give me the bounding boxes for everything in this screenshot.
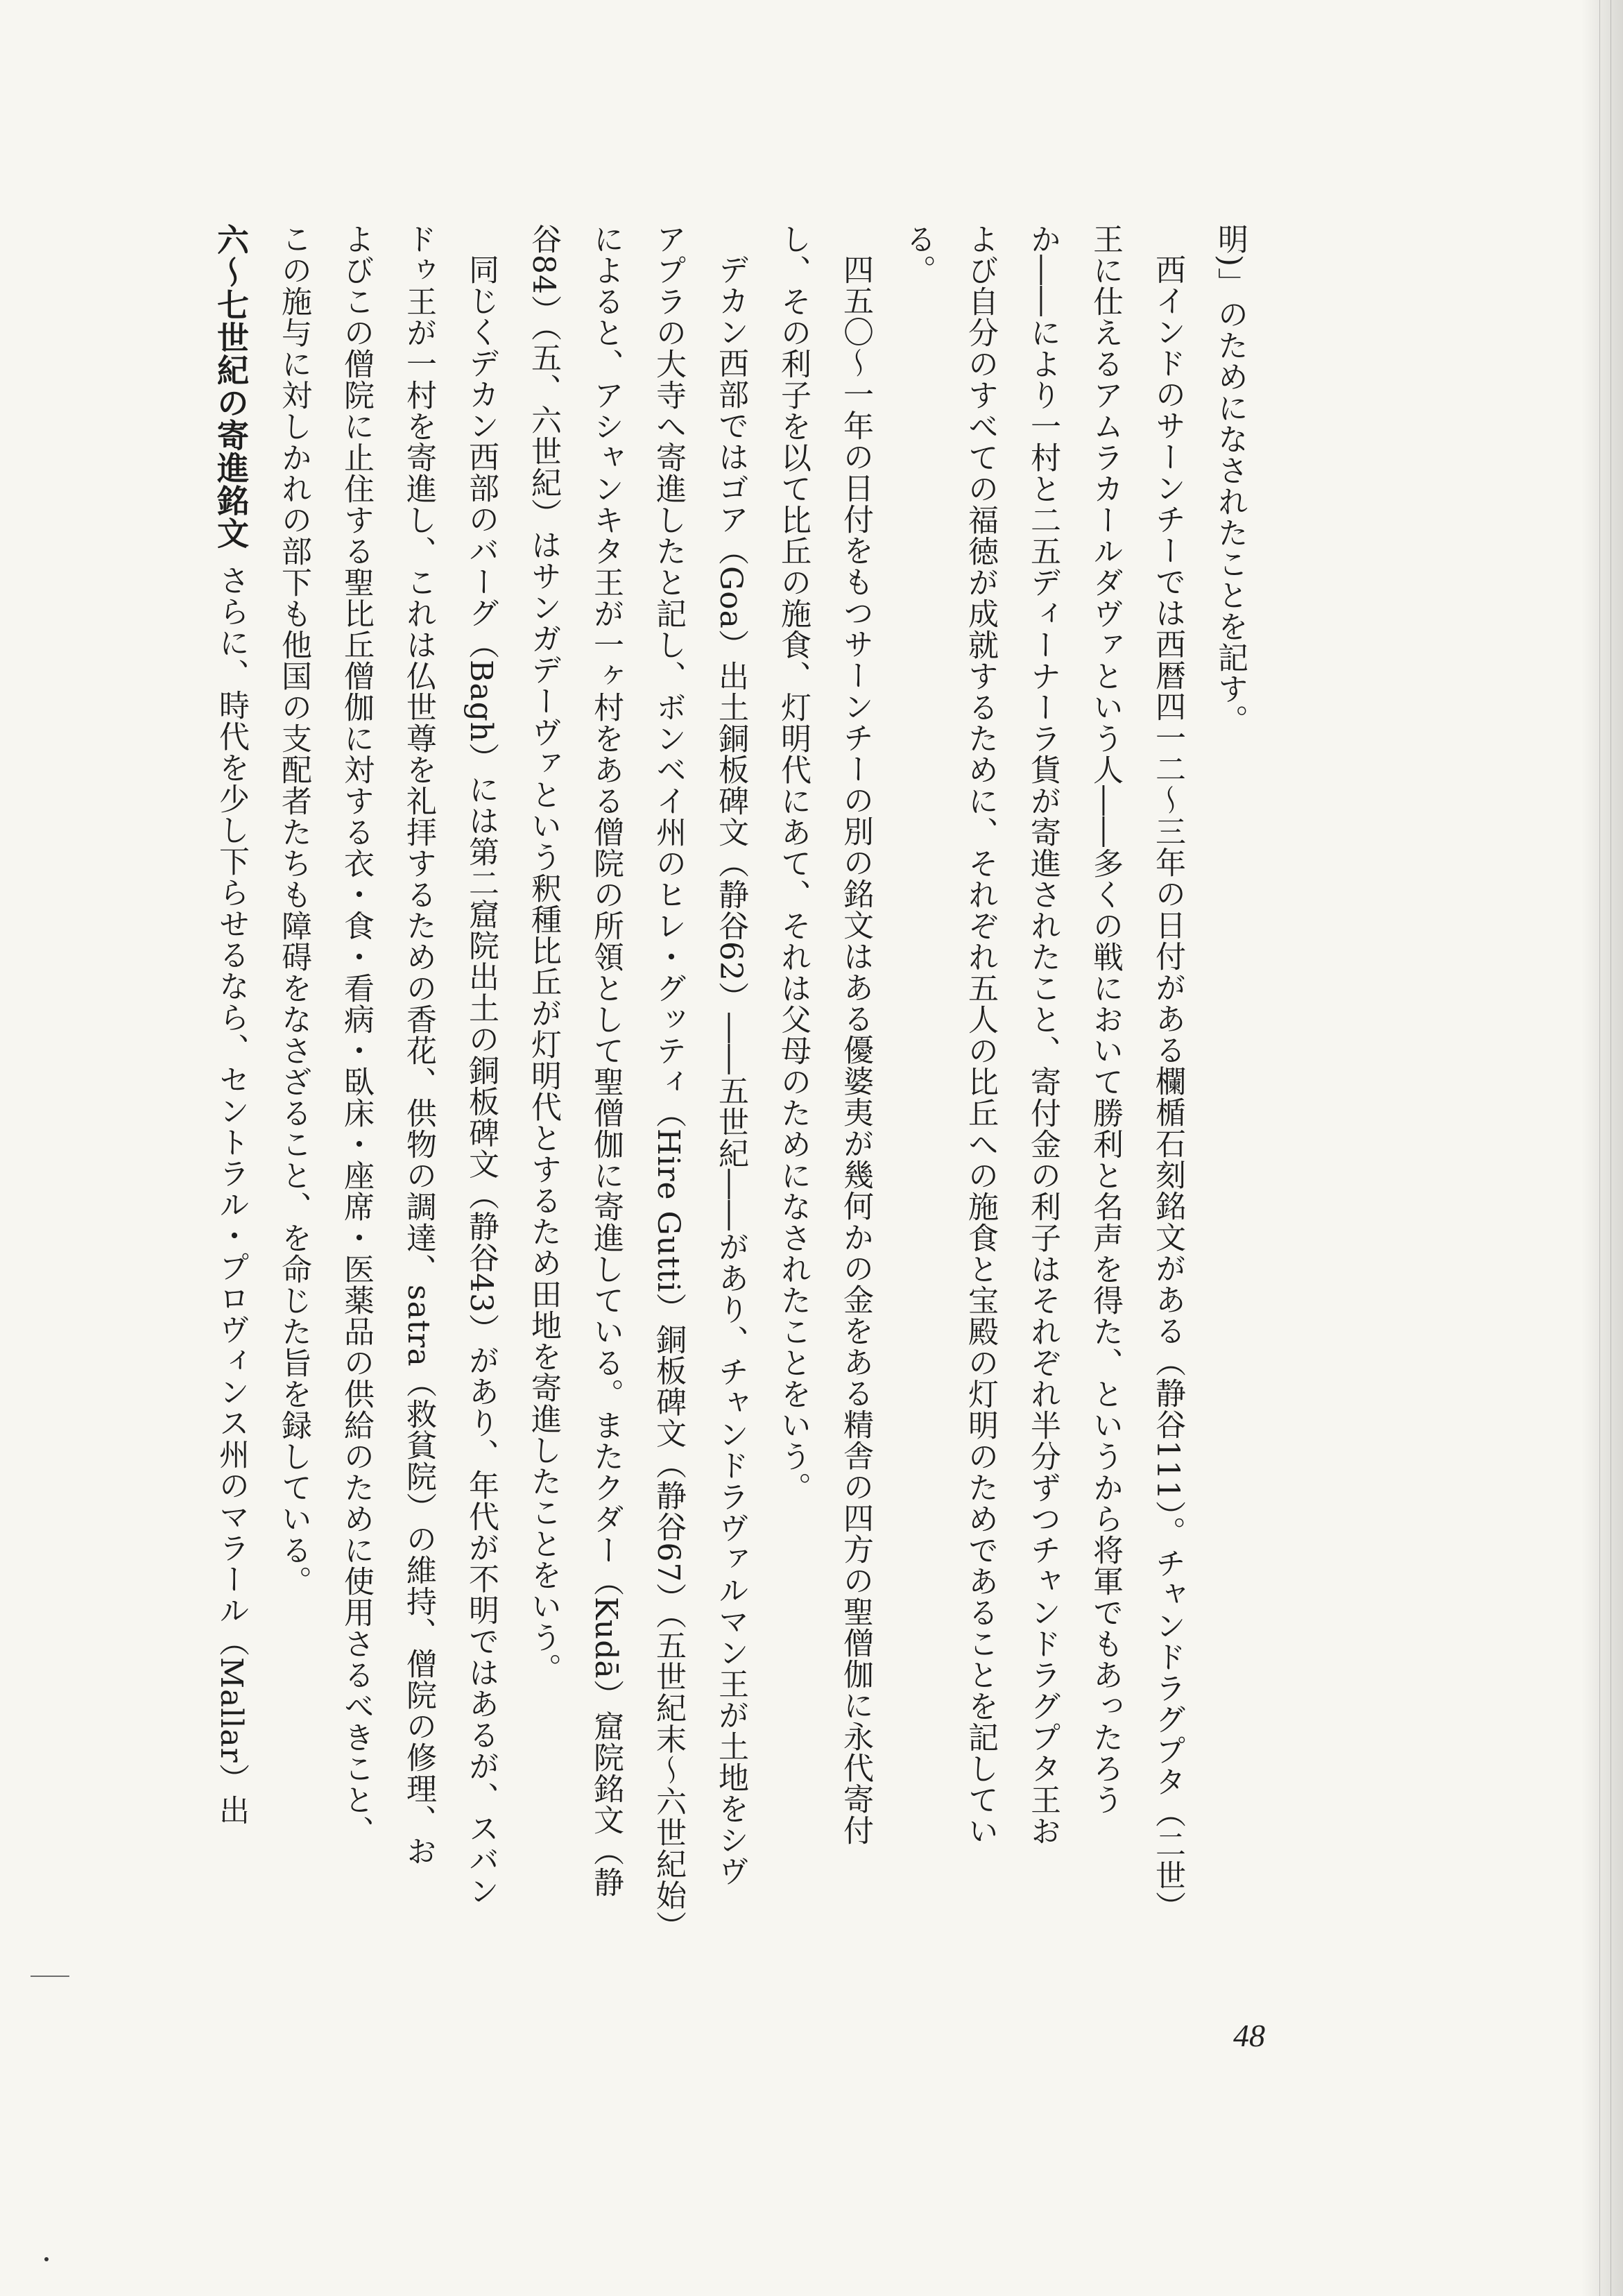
text-column: 西インドのサーンチーでは西暦四一二～三年の日付がある欄楯石刻銘文がある（静谷111）。チャンドラグプタ（二世） [1150, 254, 1185, 1922]
section-heading: 六～七世紀の寄進銘文 [212, 223, 250, 549]
text-column: 谷84）（五、六世紀）はサンガデーヴァという釈種比丘が灯明代とするため田地を寄進したことをいう。 [526, 223, 561, 1684]
text-column: 同じくデカン西部のバーグ（Bagh）には第二窟院出土の銅板碑文（静谷43）があり、年代が不明ではあるが、スバン [463, 254, 499, 1907]
binding-gutter [1581, 0, 1623, 2296]
text-column: 四五〇～一年の日付をもつサーンチーの別の銘文はある優婆夷が幾何かの金をある精舎の四方の聖僧伽に永代寄付 [838, 254, 873, 1846]
text-column: よび自分のすべての福徳が成就するために、それぞれ五人の比丘への施食と宝殿の灯明のためであることを記してい [963, 223, 998, 1847]
section-column [200, 223, 262, 1944]
text-column: ドゥ王が一村を寄進し、これは仏世尊を礼拝するための香花、供物の調達、satra（救貧院）の維持、僧院の修理、お [401, 223, 436, 1867]
text-column: デカン西部ではゴア（Goa）出土銅板碑文（静谷62）――五世紀――があり、チャンドラヴァルマン王が土地をシヴ [713, 254, 748, 1887]
text-column: よびこの僧院に止住する聖比丘僧伽に対する衣・食・看病・臥床・座席・医薬品の供給のために使用さるべきこと、 [338, 223, 374, 1847]
vertical-text-body [200, 223, 1261, 1944]
text-column: アプラの大寺へ寄進したと記し、ボンベイ州のヒレ・グッティ（Hire Gutti）銅板碑文（静谷67）（五世紀末～六世紀始） [651, 223, 686, 1942]
margin-dot [44, 2257, 49, 2261]
text-column: る。 [900, 223, 936, 286]
text-column: か――により一村と二五ディーナーラ貨が寄進されたこと、寄付金の利子はそれぞれ半分ずつチャンドラグプタ王お [1025, 223, 1060, 1847]
text-column: この施与に対しかれの部下も他国の支配者たちも障碍をなさざること、を命じた旨を録している。 [276, 223, 311, 1597]
text-column: し、その利子を以て比丘の施食、灯明代にあて、それは父母のためになされたことをいう。 [775, 223, 811, 1503]
gutter-line [1599, 0, 1600, 2296]
section-text: さらに、時代を少し下らせるなら、セントラル・プロヴィンス州のマラール（Mallar）出 [214, 565, 249, 1826]
margin-mark [31, 1976, 69, 1977]
page-number: 48 [1233, 2018, 1265, 2053]
text-column: 王に仕えるアムラカールダヴァという人――多くの戦において勝利と名声を得た、というから将軍でもあったろう [1088, 223, 1123, 1815]
text-column: 明)」のためになされたことを記す。 [1212, 223, 1248, 736]
text-column: によると、アシャンキタ王が一ヶ村をある僧院の所領として聖僧伽に寄進している。またクダー（Kudā）窟院銘文（静 [588, 223, 624, 1898]
